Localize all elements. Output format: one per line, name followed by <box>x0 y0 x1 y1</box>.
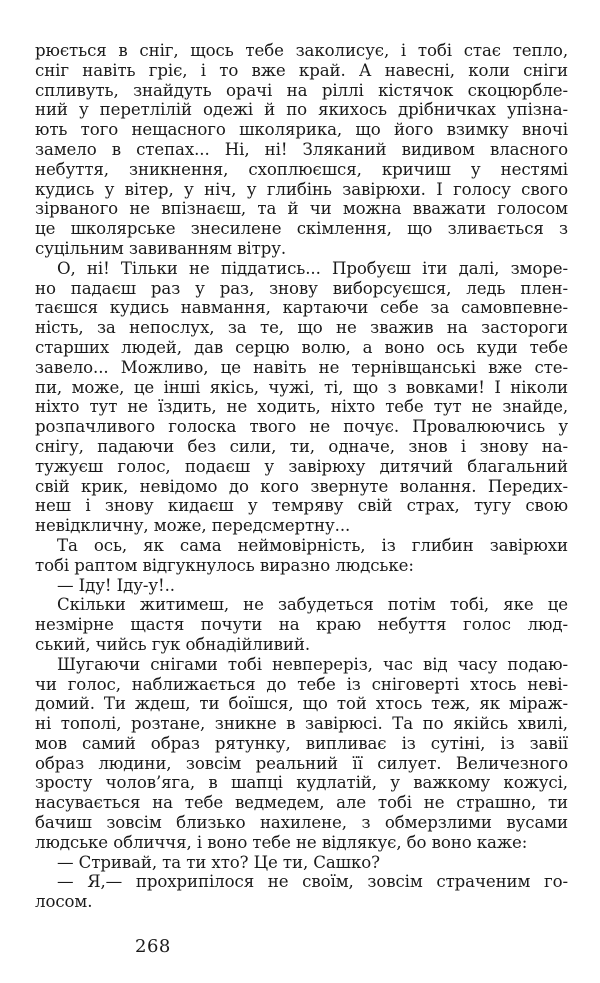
text-line: старших людей, дав серцю волю, а воно ось куди тебе <box>35 337 568 357</box>
paragraph <box>35 595 568 654</box>
text-line: невідкличну, може, передсмертну... <box>35 516 351 536</box>
text-line: мов самий образ рятунку, випливає із сутіні, із завії <box>35 733 568 753</box>
text-line: ні тополі, розтане, зникне в завірюсі. Та по якійсь хвилі, <box>35 714 568 734</box>
text-line: небуття, зникнення, схоплюєшся, кричиш у нестямі <box>35 159 568 179</box>
text-line: чи голос, наближається до тебе із сніговерті хтось неві- <box>35 674 568 694</box>
text-line: Та ось, як сама неймовірність, із глибин завірюхи <box>57 535 568 555</box>
paragraph <box>35 655 568 853</box>
text-line: — Стривай, та ти хто? Це ти, Сашко? <box>57 852 380 872</box>
text-line: розпачливого голоска твого не почує. Провалюючись у <box>35 417 568 437</box>
text-line: О, ні! Тільки не піддатись... Пробуєш іти далі, зморе- <box>57 258 568 278</box>
text-line: незмірне щастя почути на краю небуття голос люд- <box>35 615 568 635</box>
text-line: рюється в сніг, щось тебе заколисує, і тобі стає тепло, <box>35 41 568 60</box>
text-line: таєшся кудись навмання, картаючи себе за самовпевне- <box>35 298 568 318</box>
text-line: замело в степах... Ні, ні! Зляканий видивом власного <box>35 139 568 159</box>
text-line: Скільки житимеш, не забудеться потім тобі, яке це <box>57 595 568 615</box>
text-line: свій крик, невідомо до кого звернуте волання. Передих- <box>35 476 568 496</box>
text-line: це школярське знесилене скімлення, що зливається з <box>35 219 568 239</box>
text-line: — Я,— прохрипілося не своїм, зовсім страченим го- <box>57 872 568 892</box>
page-number: 268 <box>135 936 171 957</box>
text-line: ський, чийсь гук обнадійливий. <box>35 634 311 654</box>
text-line: бачиш зовсім близько нахилене, з обмерзлими вусами <box>35 813 568 833</box>
text-line: пи, може, це інші якісь, чужі, ті, що з вовками! І ніколи <box>35 377 568 397</box>
text-line: но падаєш раз у раз, знову виборсуєшся, ледь плен- <box>35 278 568 298</box>
text-line: завело... Можливо, це навіть не тернівщанські вже сте- <box>35 357 568 377</box>
text-line: кудись у вітер, у ніч, у глибінь завірюхи. І голосу свого <box>35 179 568 199</box>
text-line: тужуєш голос, подаєш у завірюху дитячий благальний <box>35 456 568 476</box>
paragraph <box>35 259 568 536</box>
paragraph <box>35 853 568 873</box>
text-line: ють того нещасного школярика, що його взимку вночі <box>35 120 568 140</box>
text-line: тобі раптом відгукнулось виразно людське: <box>35 555 414 575</box>
text-line: суцільним завиванням вітру. <box>35 238 287 258</box>
text-line: людське обличчя, і воно тебе не відлякує, бо воно каже: <box>35 832 528 852</box>
paragraph <box>35 872 568 912</box>
paragraph <box>35 41 568 259</box>
paragraph <box>35 536 568 576</box>
text-line: ніхто тут не їздить, не ходить, ніхто тебе тут не знайде, <box>35 397 568 417</box>
text-line: домий. Ти ждеш, ти боїшся, що той хтось теж, як міраж- <box>35 694 568 714</box>
text-line: образ людини, зовсім реальний її силует. Величезного <box>35 753 568 773</box>
text-line: — Іду! Іду-у!.. <box>57 575 175 595</box>
text-block <box>35 41 568 912</box>
paragraph <box>35 576 568 596</box>
text-line: насувається на тебе ведмедем, але тобі не страшно, ти <box>35 793 568 813</box>
text-line: неш і знову кидаєш у темряву свій страх, тугу свою <box>35 496 568 516</box>
text-line: снігу, падаючи без сили, ти, одначе, знов і знову на- <box>35 436 568 456</box>
text-line: Шугаючи снігами тобі невпереріз, час від часу подаю- <box>57 654 568 674</box>
text-line: лосом. <box>35 892 93 912</box>
text-line: зірваного не впізнаєш, та й чи можна вважати голосом <box>35 199 568 219</box>
text-line: спливуть, знайдуть орачі на ріллі кістячок скоцюрбле- <box>35 80 568 100</box>
text-line: зросту чолов’яга, в шапці кудлатій, у важкому кожусі, <box>35 773 568 793</box>
text-line: ний у перетлілій одежі й по якихось дрібничках упізна- <box>35 100 568 120</box>
text-line: сніг навіть гріє, і то вже край. А навесні, коли сніги <box>35 60 568 80</box>
text-line: ність, за непослух, за те, що не зважив на застороги <box>35 318 568 338</box>
